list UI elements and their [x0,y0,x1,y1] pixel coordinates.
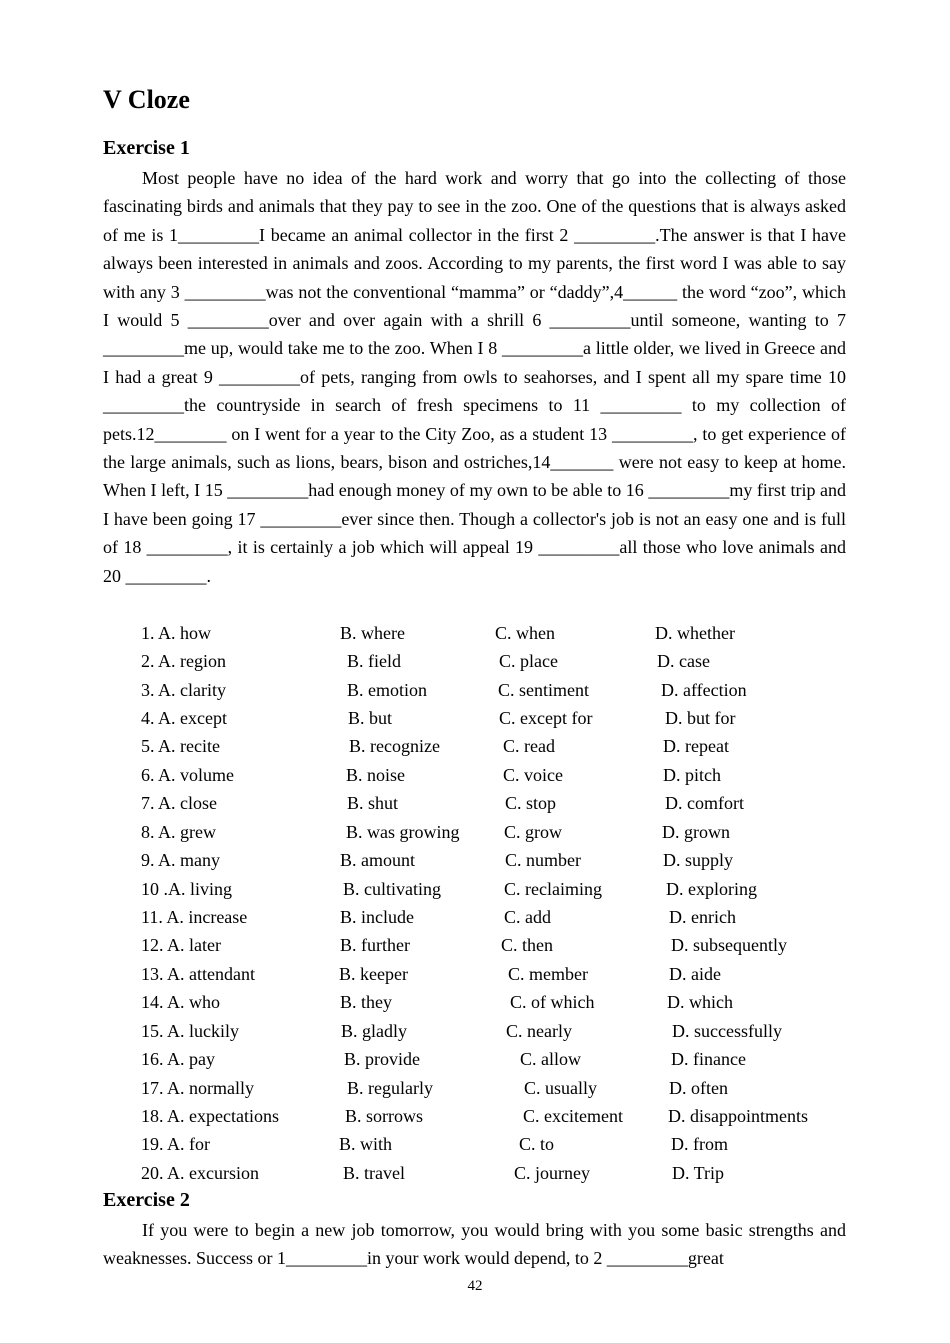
option-b: B. where [340,623,405,643]
option-c: C. then [501,935,553,955]
option-c: C. stop [505,793,557,813]
question-row-20 [0,1159,950,1187]
option-d: D. affection [661,680,747,700]
option-a: 10 .A. living [141,879,233,899]
option-b: B. emotion [347,680,427,700]
option-c: C. allow [520,1049,581,1069]
option-a: 20. A. excursion [141,1163,259,1183]
question-row-2 [0,647,950,675]
question-row-15 [0,1017,950,1045]
option-a: 9. A. many [141,850,220,870]
option-d: D. from [671,1134,728,1154]
option-b: B. field [347,651,401,671]
option-c: C. of which [510,992,595,1012]
option-b: B. provide [344,1049,420,1069]
option-c: C. reclaiming [504,879,602,899]
option-a: 7. A. close [141,793,217,813]
option-c: C. sentiment [498,680,589,700]
question-row-18 [0,1102,950,1130]
option-b: B. recognize [349,736,440,756]
question-row-13 [0,960,950,988]
option-b: B. with [339,1134,393,1154]
option-a: 19. A. for [141,1134,210,1154]
option-c: C. when [495,623,555,643]
option-a: 16. A. pay [141,1049,215,1069]
exercise-2-passage: If you were to begin a new job tomorrow, you would bring with you some basic strengths and weaknesses. Success or 1_________in your work would depend, to 2 _________great [103,1220,846,1269]
option-d: D. disappointments [668,1106,808,1126]
option-a: 11. A. increase [141,907,248,927]
option-a: 12. A. later [141,935,221,955]
question-row-5 [0,732,950,760]
question-row-11 [0,903,950,931]
option-d: D. grown [662,822,730,842]
option-a: 18. A. expectations [141,1106,279,1126]
option-b: B. noise [346,765,406,785]
option-b: B. further [340,935,410,955]
question-row-6 [0,761,950,789]
option-b: B. they [340,992,392,1012]
option-d: D. pitch [663,765,721,785]
option-c: C. voice [503,765,563,785]
option-d: D. often [669,1078,728,1098]
option-a: 14. A. who [141,992,221,1012]
option-a: 13. A. attendant [141,964,255,984]
option-b: B. shut [347,793,399,813]
question-row-9 [0,846,950,874]
question-row-4 [0,704,950,732]
option-d: D. finance [671,1049,746,1069]
option-a: 1. A. how [141,623,212,643]
option-b: B. gladly [341,1021,407,1041]
option-b: B. amount [340,850,415,870]
option-d: D. subsequently [671,935,787,955]
option-a: 4. A. except [141,708,227,728]
option-c: C. grow [504,822,562,842]
option-a: 3. A. clarity [141,680,226,700]
option-d: D. case [657,651,710,671]
option-a: 5. A. recite [141,736,220,756]
option-c: C. place [499,651,558,671]
option-b: B. but [348,708,393,728]
option-c: C. member [508,964,588,984]
option-d: D. whether [655,623,735,643]
option-a: 15. A. luckily [141,1021,239,1041]
exercise-1-heading: Exercise 1 [103,137,190,159]
section-title: V Cloze [103,85,190,114]
option-d: D. but for [665,708,736,728]
option-c: C. except for [499,708,593,728]
option-c: C. journey [514,1163,590,1183]
option-d: D. Trip [672,1163,725,1183]
option-c: C. read [503,736,555,756]
option-d: D. repeat [663,736,729,756]
option-d: D. exploring [666,879,757,899]
option-c: C. excitement [523,1106,623,1126]
option-b: B. was growing [346,822,460,842]
option-a: 6. A. volume [141,765,234,785]
option-b: B. keeper [339,964,408,984]
option-d: D. aide [669,964,721,984]
option-d: D. which [667,992,733,1012]
question-row-12 [0,931,950,959]
option-d: D. successfully [672,1021,782,1041]
exercise-1-passage: Most people have no idea of the hard work and worry that go into the collecting of those fascinating birds and animals that they pay to see in the zoo. One of the questions that is always asked of me is 1_________I became an animal collector in the first 2 _________.The answer is that I have always been interested in animals and zoos. According to my parents, the first word I was able to say with any 3 _________was not the conventional “mamma” or “daddy”,4______ the word “zoo”, which I would 5 _________over and over again with a shrill 6 _________until someone, wanting to 7 _________me up, would take me to the zoo. When I 8 _________a little older, we lived in Greece and I had a great 9 _________of pets, ranging from owls to seahorses, and I spent all my spare time 10 _________the countryside in search of fresh specimens to 11 _________ to my collection of pets.12________ on I went for a year to the City Zoo, as a student 13 _________, to get experience of the large animals, such as lions, bears, bison and ostriches,14_______ were not easy to keep at home. When I left, I 15 _________had enough money of my own to be able to 16 _________my first trip and I have been going 17 _________ever since then. Though a collector's job is not an easy one and is full of 18 _________, it is certainly a job which will appeal 19 _________all those who love animals and 20 _________. [103,168,846,586]
question-row-1 [0,619,950,647]
option-b: B. include [340,907,414,927]
question-row-19 [0,1130,950,1158]
option-b: B. travel [343,1163,405,1183]
question-row-3 [0,676,950,704]
question-row-14 [0,988,950,1016]
option-c: C. nearly [506,1021,572,1041]
exercise-2-heading: Exercise 2 [103,1189,190,1211]
question-row-17 [0,1074,950,1102]
option-c: C. to [519,1134,555,1154]
option-a: 2. A. region [141,651,226,671]
option-d: D. enrich [669,907,736,927]
question-row-10 [0,875,950,903]
option-b: B. cultivating [343,879,441,899]
option-b: B. sorrows [345,1106,424,1126]
question-row-16 [0,1045,950,1073]
option-c: C. number [505,850,581,870]
option-d: D. supply [663,850,734,870]
option-a: 8. A. grew [141,822,216,842]
question-row-8 [0,818,950,846]
option-c: C. usually [524,1078,598,1098]
option-d: D. comfort [665,793,744,813]
option-b: B. regularly [347,1078,433,1098]
page-number: 42 [467,1278,483,1294]
question-row-7 [0,789,950,817]
option-a: 17. A. normally [141,1078,254,1098]
option-c: C. add [504,907,551,927]
